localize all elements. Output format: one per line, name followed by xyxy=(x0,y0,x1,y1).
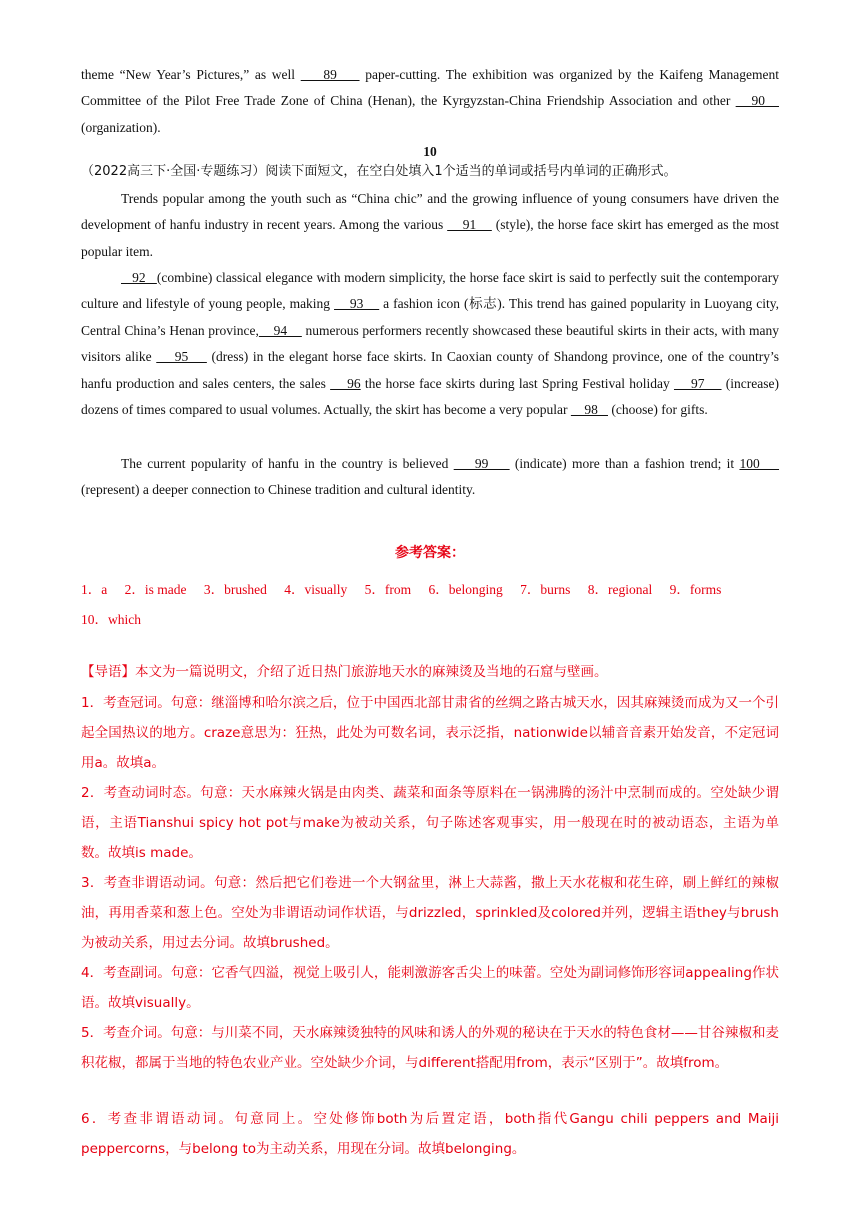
blank-98: 98 xyxy=(570,402,608,418)
blank-93: 93 xyxy=(334,296,380,312)
explanation-1: 1．考查冠词。句意：继淄博和哈尔滨之后，位于中国西北部甘肃省的丝绸之路古城天水，因其麻辣烫而成为又一个引起全国热议的地方。craze意思为：狂热，此处为可数名词，表示泛指，nationwide以辅音音素开始发音，不定冠词用a。故填a。 xyxy=(81,695,779,771)
answer-item: 8．regional xyxy=(587,582,653,597)
answers-row-2 xyxy=(81,607,779,633)
answer-item: 4．visually xyxy=(284,582,348,597)
blank-91: 91 xyxy=(447,217,492,233)
explanation-6: 6．考查非谓语动词。句意同上。空处修饰both为后置定语，both指代Gangu chili peppers and Maiji peppercorns，与belong to为主动关系，用现在分词。故填belonging。 xyxy=(81,1111,779,1157)
answers-row-1 xyxy=(81,577,779,603)
blank-96: 96 xyxy=(330,375,361,391)
explanation-4: 4．考查副词。句意：它香气四溢，视觉上吸引人，能刺激游客舌尖上的味蕾。空处为副词修饰形容词appealing作状语。故填visually。 xyxy=(81,965,779,1011)
blank-97: 97 xyxy=(673,375,722,391)
answer-item: 9．forms xyxy=(669,582,722,597)
question-number: 10 xyxy=(423,144,437,159)
answer-item: 2．is made xyxy=(124,582,187,597)
answer-item: 6．belonging xyxy=(428,582,503,597)
explanation-3: 3．考查非谓语动词。句意：然后把它们卷进一个大钢盆里，淋上大蒜酱，撒上天水花椒和花生碎，刷上鲜红的辣椒油，再用香菜和葱上色。空处为非谓语动词作状语，与drizzled，sprinkled及colored并列，逻辑主语they与brush为被动关系，用过去分词。故填brushed。 xyxy=(81,875,779,951)
passage-paragraph-2: 92 (combine) classical elegance with modern simplicity, the horse face skirt is said to perfectly suit the contemporary culture and lifestyle of young people, making 93 a fashion icon (标志). This trend has gained popularity in Luoyang city, Central China’s Henan province, 94 numerous performers recently showcased these beautiful skirts in their acts, with many visitors alike 95 (dress) in the elegant horse face skirts. In Caoxian county of Shandong province, one of the country’s hanfu production and sales centers, the sales 96 the horse face skirts during last Spring Festival holiday 97 (increase) dozens of times compared to usual volumes. Actually, the skirt has become a very popular 98 (choose) for gifts. xyxy=(81,270,780,418)
explanation-2: 2．考查动词时态。句意：天水麻辣火锅是由肉类、蔬菜和面条等原料在一锅沸腾的汤汁中烹制而成的。空处缺少谓语，主语Tianshui spicy hot pot与make为被动关系，句子陈述客观事实，用一般现在时的被动语态，主语为单数。故填is made。 xyxy=(81,785,779,861)
answer-item: 10．which xyxy=(81,612,141,627)
blank-94: 94 xyxy=(258,322,302,338)
question-source: （2022高三下·全国·专题练习）阅读下面短文，在空白处填入1个适当的单词或括号内单词的正确形式。 xyxy=(81,164,677,179)
explanation-intro: 【导语】本文为一篇说明文，介绍了近日热门旅游地天水的麻辣烫及当地的石窟与壁画。 xyxy=(81,664,608,680)
blank-89: 89 xyxy=(300,67,360,82)
blank-100: 100 xyxy=(739,456,780,471)
explanation-5: 5．考查介词。句意：与川菜不同，天水麻辣烫独特的风味和诱人的外观的秘诀在于天水的特色食材——甘谷辣椒和麦积花椒，都属于当地的特色农业产业。空处缺少介词，与different搭配用from，表示“区别于”。故填from。 xyxy=(81,1025,779,1071)
answer-item: 7．burns xyxy=(520,582,571,597)
blank-90: 90 xyxy=(735,93,779,109)
blank-99: 99 xyxy=(453,456,510,471)
answer-item: 5．from xyxy=(364,582,412,597)
blank-92: 92 xyxy=(121,270,157,285)
blank-95: 95 xyxy=(156,349,207,365)
answers-title: 参考答案： xyxy=(395,545,465,561)
passage-paragraph-3: The current popularity of hanfu in the country is believed 99 (indicate) more than a fashion trend; it 100 (represent) a deeper connection to Chinese tradition and cultural identity. xyxy=(81,456,780,498)
answer-item: 1．a xyxy=(81,582,108,597)
passage-paragraph-1: Trends popular among the youth such as “China chic” and the growing influence of young consumers have driven the development of hanfu industry in recent years. Among the various 91 (style), the horse face skirt has emerged as the most popular item. xyxy=(81,191,779,259)
answer-item: 3．brushed xyxy=(203,582,267,597)
passage-continuation: theme “New Year’s Pictures,” as well 89 paper-cutting. The exhibition was organized by the Kaifeng Management Committee of the Pilot Free Trade Zone of China (Henan), the Kyrgyzstan-China Friendship Association and other 90 (organization). xyxy=(81,67,780,135)
